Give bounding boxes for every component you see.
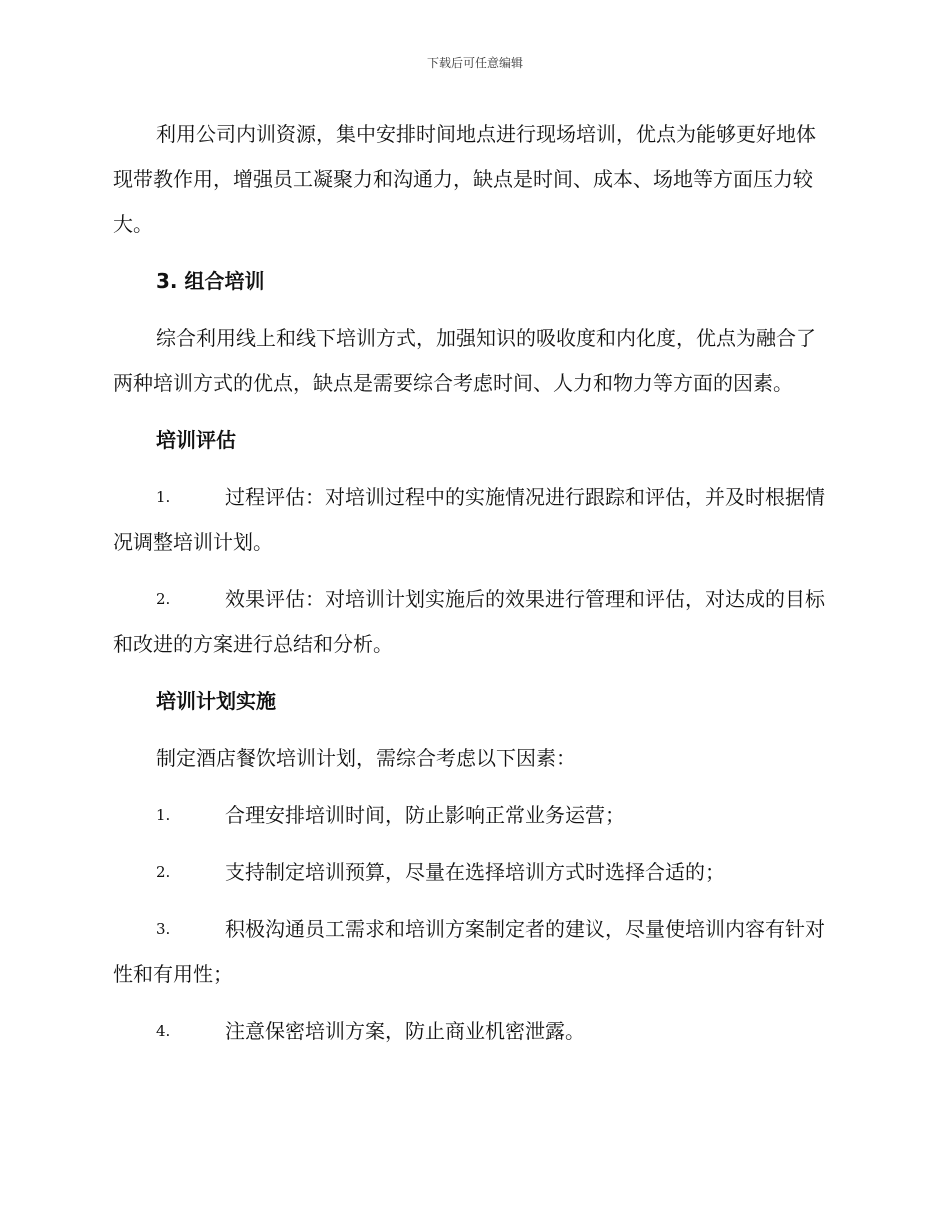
paragraph-onsite-training: 利用公司内训资源，集中安排时间地点进行现场培训，优点为能够更好地体现带教作用，增强员工凝聚力和沟通力，缺点是时间、成本、场地等方面压力较大。: [113, 122, 816, 236]
paragraph-combined-training: 综合利用线上和线下培训方式，加强知识的吸收度和内化度，优点为融合了两种培训方式的优点，缺点是需要综合考虑时间、人力和物力等方面的因素。: [113, 326, 816, 395]
page-header: 下载后可任意编辑: [426, 56, 523, 70]
list-item-text: 过程评估：对培训过程中的实施情况进行跟踪和评估，并及时根据情况调整培训计划。: [113, 485, 825, 554]
list-number: 4.: [156, 1022, 171, 1040]
list-item: [113, 475, 833, 565]
list-item-text: 合理安排培训时间，防止影响正常业务运营；: [225, 803, 625, 827]
list-item-text: 效果评估：对培训计划实施后的效果进行管理和评估，对达成的目标和改进的方案进行总结和分析。: [113, 587, 825, 656]
list-item: [113, 793, 833, 838]
heading-training-evaluation: 培训评估: [156, 428, 236, 452]
paragraph-implementation-intro: 制定酒店餐饮培训计划，需综合考虑以下因素：: [156, 746, 576, 770]
list-item-text: 积极沟通员工需求和培训方案制定者的建议，尽量使培训内容有针对性和有用性；: [113, 917, 825, 986]
list-item-text: 注意保密培训方案，防止商业机密泄露。: [225, 1019, 585, 1043]
list-item: [113, 1009, 833, 1054]
list-number: 1.: [156, 806, 171, 824]
document-body: [113, 112, 833, 1066]
list-number: 1.: [156, 488, 171, 506]
list-item: [113, 850, 833, 895]
heading-plan-implementation: 培训计划实施: [156, 689, 276, 713]
list-number: 2.: [156, 863, 171, 881]
list-item: [113, 577, 833, 667]
heading-combined-training: 3. 组合培训: [156, 269, 265, 293]
list-number: 3.: [156, 920, 171, 938]
list-number: 2.: [156, 590, 171, 608]
list-item-text: 支持制定培训预算，尽量在选择培训方式时选择合适的；: [225, 860, 725, 884]
list-item: [113, 907, 833, 997]
